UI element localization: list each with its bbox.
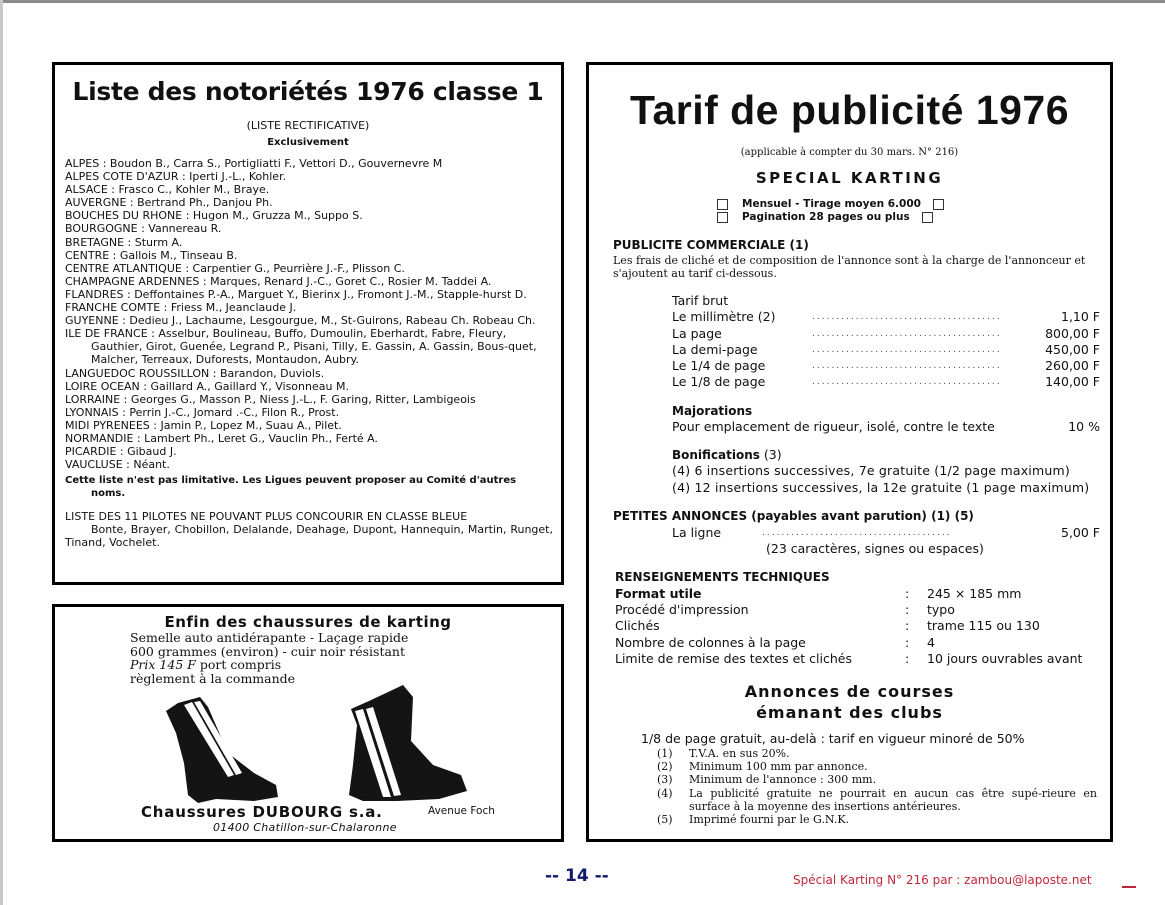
ad-rates-box	[586, 62, 1113, 842]
dot-leader: .......................................	[812, 377, 1002, 388]
region-item: ALPES COTE D'AZUR : Iperti J.-L., Kohler.	[65, 170, 287, 184]
tarif-info-pages: Pagination 28 pages ou plus	[742, 211, 910, 223]
majorations-value: 10 %	[1068, 419, 1100, 435]
region-item: BRETAGNE : Sturm A.	[65, 235, 183, 249]
window-left-edge	[0, 0, 3, 905]
bonifications-heading: Bonifications	[672, 448, 760, 462]
shoe-high-icon	[341, 685, 471, 805]
region-item: CHAMPAGNE ARDENNES : Marques, Renard J.-C., Goret C., Rosier M. Taddei A.	[65, 274, 492, 288]
footer-underscore	[1122, 886, 1136, 888]
shoes-ad-line: Semelle auto antidérapante - Laçage rapide	[130, 630, 409, 645]
region-item: CENTRE ATLANTIQUE : Carpentier G., Peurrière J.-F., Plisson C.	[65, 261, 405, 275]
price-row: La page ....................................... 800,00 F	[672, 325, 1100, 341]
blue-class-list-names: Bonte, Brayer, Chobillon, Delalande, Deahage, Dupont, Hannequin, Martin, Runget, Tinand, Vochelet.	[65, 523, 553, 550]
page-number: -- 14 --	[545, 866, 609, 886]
tarif-publication-info	[717, 198, 944, 224]
footnote: (5) Imprimé fourni par le G.N.K.	[657, 813, 850, 827]
footnote: (4) La publicité gratuite ne pourrait en aucun cas être supé-rieure en surface à la moyenne des insertions antérieures.	[657, 786, 1097, 813]
footer-credit: Spécial Karting N° 216 par : zambou@laposte.net	[793, 873, 1092, 887]
region-item: PICARDIE : Gibaud J.	[65, 445, 177, 459]
shoes-ad-price-line	[130, 658, 408, 672]
tech-row: Limite de remise des textes et clichés : 10 jours ouvrables avant	[615, 650, 1083, 666]
shoes-ad-price: Prix 145 F	[130, 657, 196, 672]
bonification-line: (4) 6 insertions successives, 7e gratuite (1/2 page maximum)	[672, 463, 1070, 479]
shoes-ad-line: règlement à la commande	[130, 670, 296, 686]
bonifications-section	[672, 447, 1104, 496]
blue-class-list	[65, 510, 553, 549]
price-row: Le 1/4 de page ....................................... 260,00 F	[672, 358, 1100, 374]
footnotes	[657, 747, 1097, 826]
window-top-edge	[0, 0, 1165, 3]
notoriety-subtitle: (LISTE RECTIFICATIVE)	[246, 119, 370, 132]
dot-leader: .......................................	[762, 528, 952, 538]
shoes-ad-price-note: port compris	[195, 657, 282, 672]
region-item: GUYENNE : Dedieu J., Lachaume, Lesgourgue, M., St-Guirons, Rabeau Ch. Robeau Ch.	[65, 314, 536, 328]
region-item: NORMANDIE : Lambert Ph., Leret G., Vauclin Ph., Ferté A.	[65, 431, 379, 445]
region-item: BOUCHES DU RHONE : Hugon M., Gruzza M., Suppo S.	[65, 209, 363, 223]
tarif-special-karting: SPECIAL KARTING	[755, 169, 944, 187]
price-row: Le millimètre (2) ....................................... 1,10 F	[672, 309, 1100, 325]
region-item: ALPES : Boudon B., Carra S., Portigliatti F., Vettori D., Gouvernevre M	[65, 157, 443, 170]
dot-leader: .......................................	[812, 328, 1002, 339]
club-announcements-title: Annonces de courses émanant des clubs	[744, 682, 955, 722]
price-table-heading: Tarif brut	[672, 293, 729, 308]
region-item: BOURGOGNE : Vannereau R.	[65, 222, 222, 236]
majorations-heading: Majorations	[672, 404, 753, 418]
notoriety-exclusive-label: Exclusivement	[267, 137, 349, 148]
region-item: AUVERGNE : Bertrand Ph., Danjou Ph.	[65, 196, 273, 210]
region-item: CENTRE : Gallois M., Tinseau B.	[65, 248, 238, 262]
tarif-subtitle: (applicable à compter du 30 mars. N° 216)	[740, 147, 959, 158]
shoes-ad-title: Enfin des chaussures de karting	[164, 613, 452, 631]
region-item: MIDI PYRENEES : Jamin P., Lopez M., Suau A., Pilet.	[65, 418, 342, 432]
shoes-ad-description	[130, 631, 408, 685]
bonification-line: (4) 12 insertions successives, la 12e gratuite (1 page maximum)	[672, 479, 1090, 495]
tech-row: Nombre de colonnes à la page : 4	[615, 634, 935, 650]
region-item: LOIRE OCEAN : Gaillard A., Gaillard Y., Visonneau M.	[65, 379, 349, 393]
dot-leader: .......................................	[812, 361, 1002, 372]
price-row: La demi-page ....................................... 450,00 F	[672, 341, 1100, 357]
region-item: LANGUEDOC ROUSSILLON : Barandon, Duviols.	[65, 366, 325, 380]
majorations-section	[672, 403, 1100, 436]
footnote: (2) Minimum 100 mm par annonce.	[657, 760, 868, 774]
dot-leader: .......................................	[812, 312, 1002, 323]
shoes-ad-street: Avenue Foch	[428, 805, 495, 817]
tech-row: Clichés : trame 115 ou 130	[615, 618, 1040, 634]
tarif-title: Tarif de publicité 1976	[629, 87, 1070, 133]
box-icon	[717, 199, 728, 210]
region-item: LORRAINE : Georges G., Masson P., Niess J.-L., F. Garing, Ritter, Lambigeois	[65, 392, 476, 406]
club-announcements-text: 1/8 de page gratuit, au-delà : tarif en vigueur minoré de 50%	[641, 731, 1025, 746]
tech-row: Procédé d'impression : typo	[615, 602, 955, 618]
price-row: Le 1/8 de page ....................................... 140,00 F	[672, 374, 1100, 390]
box-icon	[717, 212, 728, 223]
box-icon	[933, 199, 944, 210]
tarif-info-monthly: Mensuel - Tirage moyen 6.000	[742, 198, 921, 210]
footnote: (1) T.V.A. en sus 20%.	[657, 747, 790, 760]
dot-leader: .......................................	[812, 344, 1002, 355]
notoriety-note: Cette liste n'est pas limitative. Les Ligues peuvent proposer au Comité d'autres noms.	[65, 475, 517, 499]
region-item: VAUCLUSE : Néant.	[65, 458, 170, 472]
footnote: (3) Minimum de l'annonce : 300 mm.	[657, 773, 877, 787]
commercial-heading: PUBLICITE COMMERCIALE (1)	[613, 238, 809, 252]
majorations-text: Pour emplacement de rigueur, isolé, contre le texte	[672, 419, 995, 435]
region-item: ALSACE : Frasco C., Kohler M., Braye.	[65, 183, 270, 197]
shoes-ad-city: 01400 Chatillon-sur-Chalaronne	[213, 821, 397, 834]
shoe-low-icon	[158, 693, 284, 805]
tech-row: Format utile : 245 × 185 mm	[615, 586, 1022, 601]
box-icon	[922, 212, 933, 223]
technical-table	[615, 586, 1105, 667]
region-item: FLANDRES : Deffontaines P.-A., Marguet Y., Bierinx J., Fromont J.-M., Stapple-hurst D.	[65, 287, 527, 301]
notoriety-title: Liste des notoriétés 1976 classe 1	[72, 77, 544, 106]
shoes-ad-line: 600 grammes (environ) - cuir noir résistant	[130, 643, 406, 659]
petites-annonces-heading: PETITES ANNONCES (payables avant parution) (1) (5)	[613, 509, 974, 523]
region-item: LYONNAIS : Perrin J.-C., Jomard .-C., Filon R., Prost.	[65, 405, 340, 419]
commercial-text: Les frais de cliché et de composition de l'annonce sont à la charge de l'annonceur et s'ajoutent au tarif ci-dessous.	[613, 254, 1086, 280]
region-item: ILE DE FRANCE : Asselbur, Boulineau, Buffo, Dumoulin, Eberhardt, Fabre, Fleury, Gauthier, Girot, Guenée, Legrand P., Pisani, Tilly, E. Gassin, A. Gassin, Bous-quet, Malcher, Terreaux, Duforests, Montaudon, Aubry.	[65, 327, 537, 367]
ligne-note: (23 caractères, signes ou espaces)	[766, 541, 984, 557]
price-table	[672, 293, 1100, 391]
notoriety-list-box	[52, 62, 564, 585]
bonifications-ref: (3)	[763, 447, 782, 462]
shoes-ad-brand: Chaussures DUBOURG s.a.	[141, 803, 383, 821]
region-item: FRANCHE COMTE : Friess M., Jeanclaude J.	[65, 301, 297, 315]
technical-heading: RENSEIGNEMENTS TECHNIQUES	[615, 570, 830, 584]
shoes-advert-box	[52, 604, 564, 842]
notoriety-region-list	[65, 157, 553, 550]
petites-annonces-section: La ligne ....................................... 5,00 F (23 caractères, signes ou espaces)	[672, 525, 1100, 557]
blue-class-list-title: LISTE DES 11 PILOTES NE POUVANT PLUS CONCOURIR EN CLASSE BLEUE	[65, 510, 468, 524]
